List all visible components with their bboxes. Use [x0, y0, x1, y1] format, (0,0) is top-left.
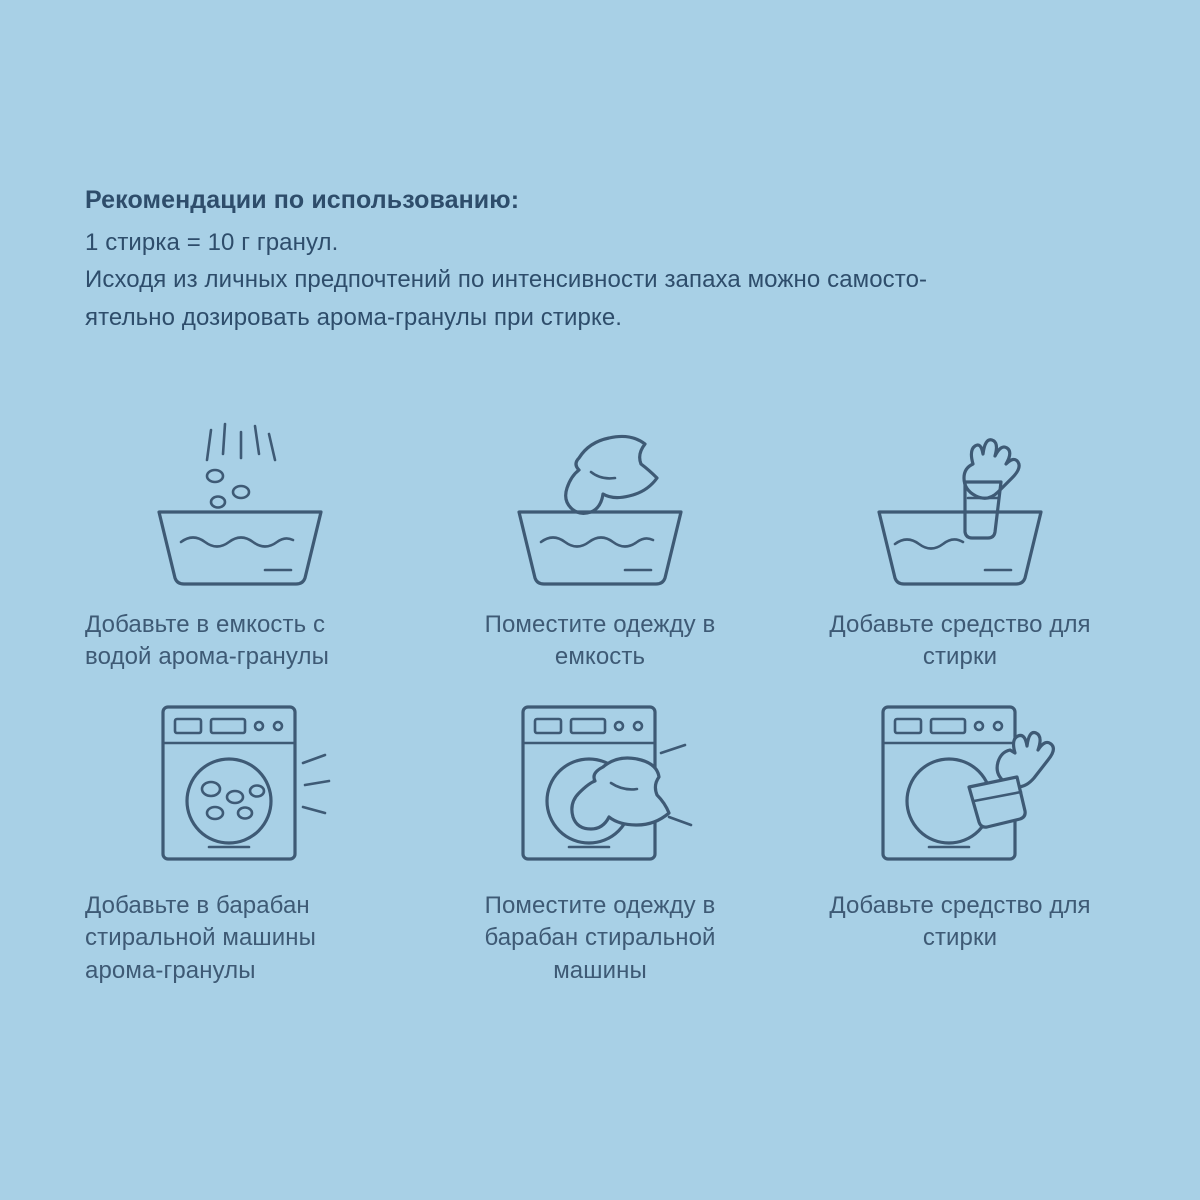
intro-block [85, 185, 1115, 336]
step-machine-clothes [420, 696, 780, 987]
step-caption: Добавьте средство для стирки [829, 891, 1091, 952]
washing-machine-clothes-icon [505, 696, 695, 876]
intro-line-1: 1 стирка = 10 г гранул. [85, 229, 339, 257]
step-basin-granules [60, 415, 420, 674]
step-caption: Добавьте в барабан стиральной машины арома-гранулы [85, 891, 316, 984]
step-caption: Добавьте средство для стирки [829, 611, 1091, 671]
basin-with-detergent-hand-icon [865, 415, 1055, 595]
intro-line-2: Исходя из личных предпочтений по интенсивности запаха можно самосто- [85, 266, 928, 294]
step-basin-detergent [780, 415, 1140, 674]
washing-machine-granules-icon [145, 696, 335, 876]
washing-machine-detergent-hand-icon [865, 696, 1055, 876]
step-caption: Поместите одежду в барабан стиральной машины [484, 891, 716, 984]
intro-title: Рекомендации по использованию: [85, 186, 520, 214]
basin-with-clothes-icon [505, 415, 695, 595]
intro-line-3: ятельно дозировать арома-гранулы при стирке. [85, 303, 623, 331]
steps-grid [60, 415, 1140, 987]
step-machine-granules [60, 696, 420, 987]
step-caption: Добавьте в емкость с водой арома-гранулы [85, 611, 329, 671]
step-machine-detergent [780, 696, 1140, 987]
basin-with-granules-icon [145, 415, 335, 595]
step-basin-clothes [420, 415, 780, 674]
step-caption: Поместите одежду в емкость [484, 611, 716, 671]
